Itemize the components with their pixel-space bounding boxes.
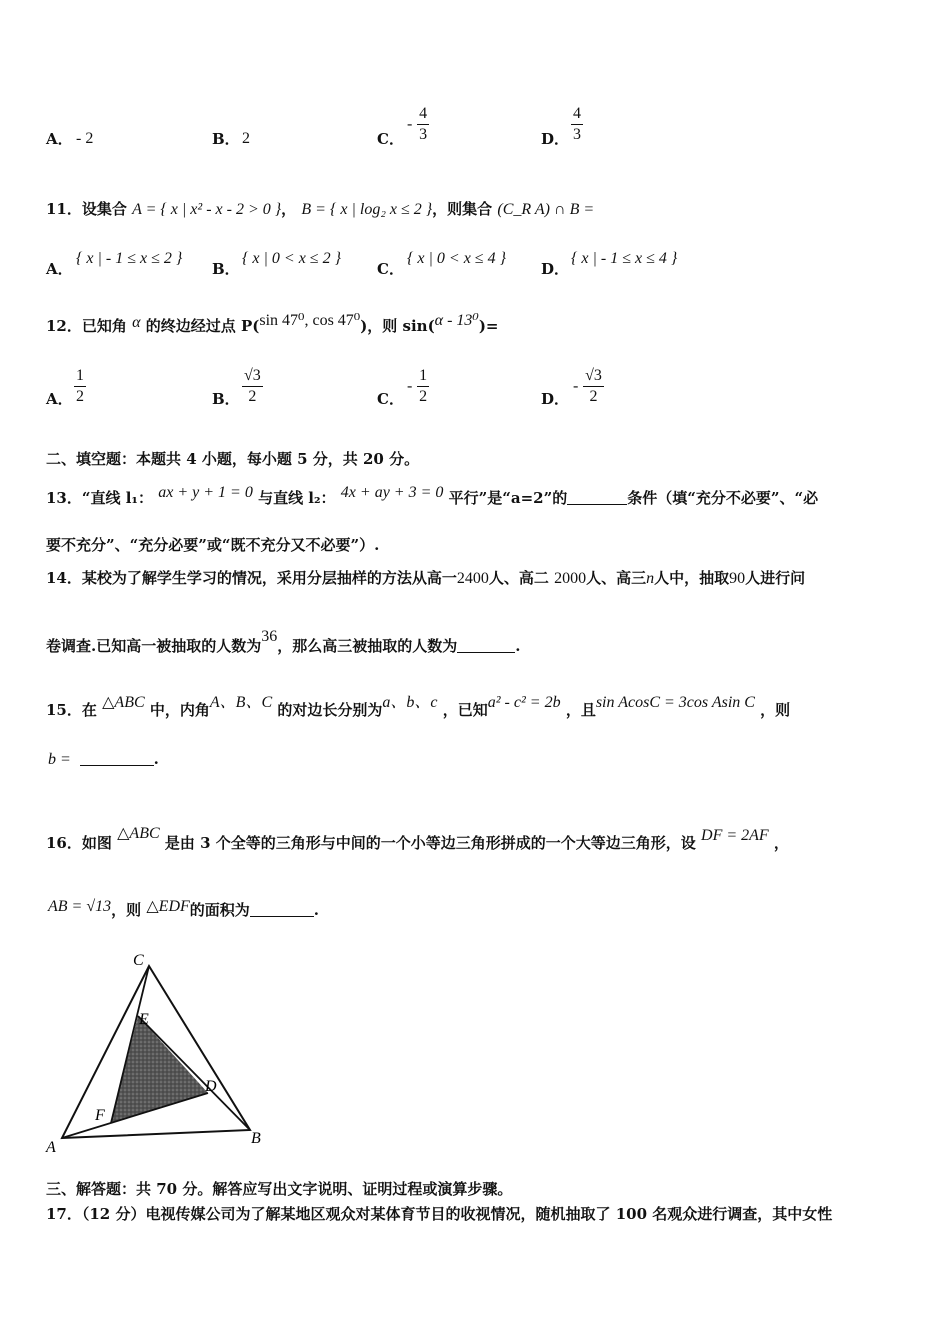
- vertex-label-f: F: [95, 1107, 105, 1124]
- q12-option-d-label: D．: [541, 390, 570, 408]
- q16-line-2: AB = √13，则 △EDF的面积为 .: [48, 898, 320, 919]
- q11-option-a-value: { x | - 1 ≤ x ≤ 2 }: [76, 250, 183, 267]
- q12-option-a-value: $\frac{1}{2}$: [76, 367, 84, 405]
- shaded-triangle-edf: [111, 1016, 208, 1123]
- vertex-label-e: E: [139, 1011, 149, 1028]
- q13-line-2: 要不充分”、“充分必要”或“既不充分又不必要”）.: [46, 536, 380, 554]
- vertex-label-d: D: [205, 1078, 217, 1095]
- q11-text-1: 设集合: [81, 200, 127, 218]
- alpha-symbol: α: [132, 314, 141, 331]
- q11-set-a: A = { x | x² - x - 2 > 0 }: [132, 201, 282, 218]
- q12-option-c-value: - $\frac{1}{2}$: [407, 367, 428, 405]
- section-3-heading: 三、解答题：共 70 分。解答应写出文字说明、证明过程或演算步骤。: [46, 1180, 513, 1198]
- q12-question: 12．已知角 α 的终边经过点 P(sin 47⁰, cos 47⁰)，则 sin(α - 13⁰)=: [46, 312, 499, 335]
- q11-expression: (C_R A) ∩ B =: [497, 201, 595, 218]
- q11-text-2: ，则集合: [432, 200, 493, 218]
- q12-option-a-label: A．: [46, 390, 73, 408]
- vertex-label-c: C: [133, 952, 144, 969]
- vertex-label-a: A: [46, 1139, 56, 1156]
- q10-option-c-label: C．: [377, 130, 404, 148]
- q11-option-b-label: B．: [212, 260, 240, 278]
- q11-option-a-label: A．: [46, 260, 73, 278]
- q15-answer-line: b = .: [48, 750, 159, 768]
- q11-option-c-value: { x | 0 < x ≤ 4 }: [407, 250, 506, 267]
- q11-number: 11．: [46, 200, 82, 218]
- q10-option-d-value: $\frac{4}{3}$: [573, 105, 581, 143]
- q11-set-b: B = { x | log₂ x ≤ 2 }: [301, 201, 433, 218]
- q12-option-b-value: $\frac{√3}{2}$: [244, 367, 261, 405]
- q11-option-c-label: C．: [377, 260, 404, 278]
- q13-line-1: 13．“直线 l₁： ax + y + 1 = 0 与直线 l₂： 4x + ay + 3 = 0 平行”是“a=2”的 条件（填“充分不必要”、“必: [46, 484, 819, 507]
- q10-option-b-value: 2: [242, 130, 250, 147]
- q11-option-d-label: D．: [541, 260, 570, 278]
- section-2-heading: 二、填空题：本题共 4 小题，每小题 5 分，共 20 分。: [46, 450, 420, 468]
- q10-option-a-label: A．: [46, 130, 73, 148]
- q13-blank: [567, 490, 627, 505]
- q12-option-c-label: C．: [377, 390, 404, 408]
- vertex-label-b: B: [251, 1130, 261, 1147]
- q15-line-1: 15．在 △ABC 中，内角A、B、C 的对边长分别为a、b、c ，已知a² - c² = 2b ，且sin AcosC = 3cos Asin C ，则: [46, 694, 791, 719]
- q14-line-1: 14．某校为了解学生学习的情况，采用分层抽样的方法从高一2400人、高二 2000人、高三n人中，抽取90人进行问: [46, 569, 806, 587]
- q10-option-b-label: B．: [212, 130, 240, 148]
- q16-blank: [250, 902, 314, 917]
- q12-argument: α - 13⁰: [434, 312, 479, 329]
- q12-point: sin 47⁰, cos 47⁰: [259, 312, 361, 329]
- q12-number: 12．: [46, 317, 82, 335]
- q12-option-d-value: - $\frac{√3}{2}$: [573, 367, 602, 405]
- triangle-figure: [40, 945, 280, 1160]
- q14-line-2: 卷调查.已知高一被抽取的人数为36，那么高三被抽取的人数为 .: [46, 628, 521, 655]
- q13-line-2-equation: 4x + ay + 3 = 0: [340, 484, 444, 501]
- q16-line-1: 16．如图 △ABC 是由 3 个全等的三角形与中间的一个小等边三角形拼成的一个大等边三角形，设 DF = 2AF ，: [46, 825, 789, 852]
- q11-option-d-value: { x | - 1 ≤ x ≤ 4 }: [571, 250, 678, 267]
- q15-blank: [80, 751, 154, 766]
- q17-line-1: 17．（12 分）电视传媒公司为了解某地区观众对某体育节目的收视情况，随机抽取了 100 名观众进行调查，其中女性: [46, 1205, 833, 1223]
- q10-option-c-value: - $\frac{4}{3}$: [407, 105, 428, 143]
- q10-option-a-value: - 2: [76, 130, 94, 147]
- q13-line-1-equation: ax + y + 1 = 0: [158, 484, 253, 501]
- q10-option-d-label: D．: [541, 130, 570, 148]
- q12-option-b-label: B．: [212, 390, 240, 408]
- q11-option-b-value: { x | 0 < x ≤ 2 }: [242, 250, 341, 267]
- q11-question: 11．设集合 A = { x | x² - x - 2 > 0 }， B = { x | log₂ x ≤ 2 }，则集合 (C_R A) ∩ B =: [46, 200, 595, 218]
- q14-blank: [457, 638, 515, 653]
